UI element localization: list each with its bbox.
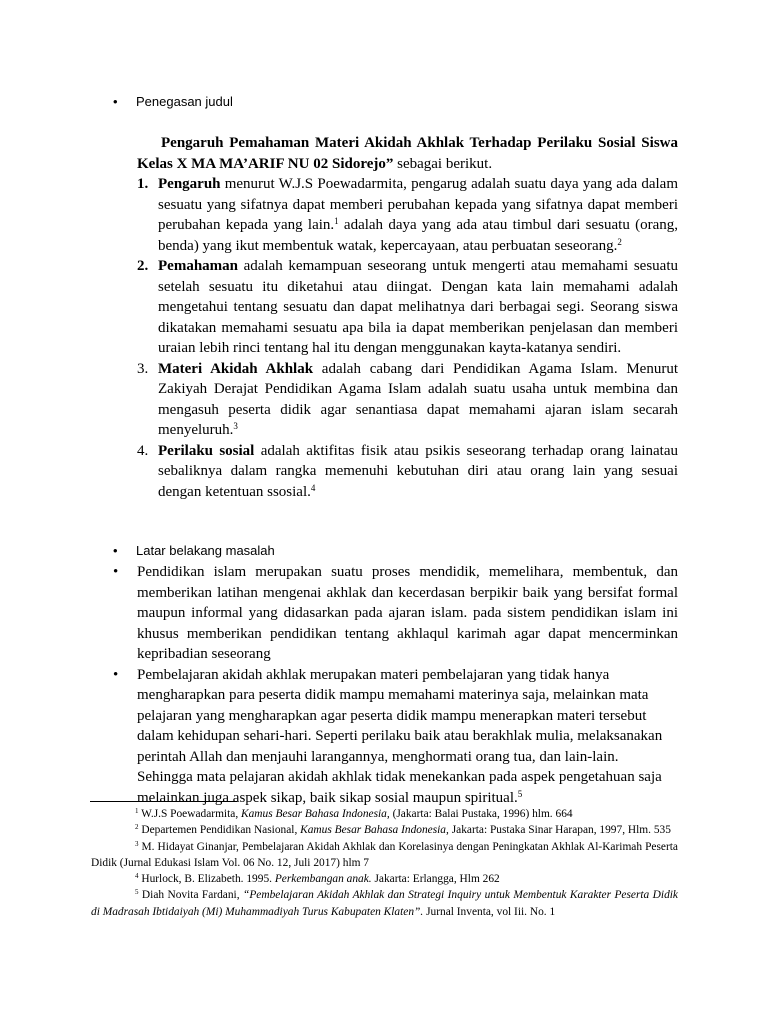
definition-item: [137, 359, 678, 441]
footnote-text: (Jakarta: Balai Pustaka, 1996) hlm. 664: [389, 808, 573, 820]
footnote-number: 4: [135, 872, 139, 881]
footnote: [91, 871, 678, 887]
item-text: adalah cabang dari Pendidikan Agama Islam. Menurut Zakiyah Derajat Pendidikan Agama Islam adalah suatu usaha untuk membina dan mengasuh peserta didik agar senantiasa dapat memahami ajaran islam secarah menyeluruh.: [158, 360, 678, 438]
section-heading-text: Penegasan judul: [136, 94, 233, 109]
footnote-italic: Kamus Besar Bahasa Indonesia,: [241, 808, 390, 820]
thesis-title: [137, 133, 678, 174]
thesis-title-bold: Pengaruh Pemahaman Materi Akidah Akhlak Terhadap Perilaku Sosial Siswa Kelas X MA MA’ARIF NU 02 Sidorejo”: [137, 135, 678, 172]
bullet-icon: •: [113, 564, 119, 580]
footnote: [91, 887, 678, 920]
footnote-italic: Perkembangan anak.: [274, 873, 372, 886]
section-heading-text: Latar belakang masalah: [136, 543, 275, 558]
bullet-icon: •: [113, 94, 118, 109]
footnote-separator: [90, 801, 237, 802]
item-text: adalah kemampuan seseorang untuk mengerti atau memahami sesuatu setelah sesuatu itu diketahui atau diingat. Dengan kata lain memahami adalah mengetahui tentang sesuatu dan dapat melihatnya dari berbagai segi. Seorang siswa dikatakan memahami sesuatu apa bila ia dapat memberikan penjelasan dan memberi uraian lebih rinci tentang hal itu dengan menggunakan kayta-katanya sendiri.: [158, 258, 678, 356]
footnote-ref[interactable]: 1: [334, 216, 339, 226]
section-heading-penegasan: [113, 94, 233, 109]
background-paragraph: [113, 665, 678, 809]
footnote-number: 3: [135, 839, 139, 848]
item-number: 3.: [137, 360, 149, 377]
footnote-ref[interactable]: 2: [617, 236, 622, 247]
footnote-text: W.J.S Poewadarmita,: [138, 808, 242, 820]
footnote-italic: Kamus Besar Bahasa Indonesia,: [300, 824, 449, 837]
bullet-icon: •: [113, 543, 118, 558]
background-paragraphs: [113, 562, 678, 808]
paragraph-text: Pendidikan islam merupakan suatu proses mendidik, memelihara, membentuk, dan memberikan latihan mengenai akhlak dan kecerdasan berpikir baik yang bersifat formal maupun informal yang didasarkan pada ajaran islam. pada sistem pendidikan islam ini khusus memberikan pendidikan tentang akhlaqul karimah agar dapat mencerminkan kepribadian seseorang: [137, 564, 678, 662]
definition-item: [137, 256, 678, 359]
item-number: 4.: [137, 442, 149, 459]
footnote-number: 5: [135, 888, 139, 897]
footnotes: [91, 806, 678, 920]
footnote-text: Jakarta: Erlangga, Hlm 262: [371, 873, 500, 886]
item-term: Materi Akidah Akhlak: [158, 360, 314, 377]
paragraph-text: Pembelajaran akidah akhlak merupakan materi pembelajaran yang tidak hanya mengharapkan para peserta didik mampu memahami materinya saja, melainkan mata pelajaran yang mengharapkan agar peserta didik mampu menerapkan materi tersebut dalam kehidupan sehari-hari. Seperti perilaku baik atau berakhlak mulia, melaksanakan perintah Allah dan menjauhi larangannya, menghormati orang tua, dan lain-lain. Sehingga mata pelajaran akidah akhlak tidak menekankan pada aspek pengetahuan saja melainkan juga aspek sikap, baik sikap sosial maupun spiritual.: [137, 666, 663, 806]
thesis-title-rest: sebagai berikut.: [393, 155, 493, 172]
item-number: 2.: [137, 258, 149, 274]
footnote: [91, 822, 678, 838]
bullet-icon: •: [113, 666, 119, 683]
footnote-ref[interactable]: 5: [517, 788, 523, 799]
footnote-number: 1: [135, 807, 139, 815]
item-term: Perilaku sosial: [158, 442, 255, 459]
footnote-text: Jurnal Inventa, vol Iii. No. 1: [423, 905, 556, 918]
footnote-text: Departemen Pendidikan Nasional,: [138, 824, 301, 837]
footnote: [91, 806, 678, 822]
footnote-ref[interactable]: 3: [233, 421, 238, 431]
definition-item: [137, 174, 678, 256]
footnote-italic: “Pembelajaran Akidah Akhlak dan Strategi Inquiry untuk Membentuk Karakter Peserta Didik di Madrasah Ibtidaiyah (Mi) Muhammadiyah Turus Kabupaten Klaten”.: [91, 889, 678, 918]
footnote-ref[interactable]: 4: [310, 482, 316, 493]
definition-list: [137, 174, 678, 502]
background-paragraph: [113, 562, 678, 665]
footnote: [91, 839, 678, 872]
definition-item: [137, 441, 678, 503]
section-heading-latar-belakang: [113, 543, 275, 558]
item-text: adalah daya yang ada atau timbul dari sesuatu (orang, benda) yang ikut membentuk watak, kepercayaan, atau perbuatan seseorang.: [158, 217, 678, 254]
item-term: Pengaruh: [158, 176, 221, 192]
footnote-number: 2: [135, 823, 139, 832]
item-term: Pemahaman: [158, 258, 238, 274]
footnote-text: Diah Novita Fardani,: [138, 889, 243, 902]
footnote-text: M. Hidayat Ginanjar, Pembelajaran Akidah Akhlak dan Korelasinya dengan Peningkatan Akhlak Al-Karimah Peserta Didik (Jurnal Edukasi Islam Vol. 06 No. 12, Juli 2017) hlm 7: [91, 840, 678, 869]
item-text: adalah aktifitas fisik atau psikis seseorang terhadap orang lainatau sebaliknya dalam rangka memenuhi kebutuhan diri atau orang lain yang sesuai dengan ketentuan ssosial.: [158, 442, 678, 500]
footnote-text: Hurlock, B. Elizabeth. 1995.: [138, 873, 275, 886]
item-text: menurut W.J.S Poewadarmita, pengarug adalah suatu daya yang ada dalam sesuatu yang sifatnya dapat memberi perubahan kepada yang sifatnya dapat memberi perubahan kepada yang lain.: [158, 176, 678, 233]
item-number: 1.: [137, 176, 149, 192]
footnote-text: Jakarta: Pustaka Sinar Harapan, 1997, Hlm. 535: [448, 824, 671, 837]
